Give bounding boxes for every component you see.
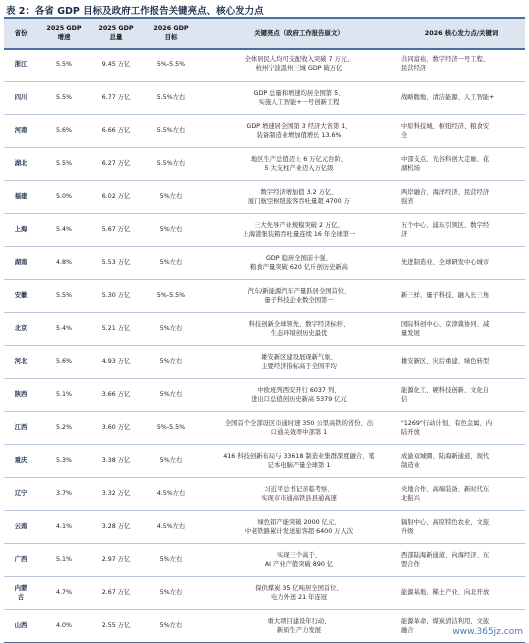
focus-cell: 央地合作、高端装备、新时代东 北振兴 — [398, 477, 525, 510]
focus-cell: 战略腹地、清洁能源、人工智能+ — [398, 81, 525, 114]
growth-cell: 5.5% — [38, 81, 90, 114]
province-cell: 上海 — [4, 213, 38, 246]
growth-cell: 4.1% — [38, 510, 90, 543]
table-row — [4, 345, 525, 378]
province-cell: 山西 — [4, 609, 38, 642]
highlight-cell: 三大先导产业规模突破 2 万亿、 上海港集装箱吞吐量连续 16 年全球第一 — [200, 213, 398, 246]
total-cell: 6.27 万亿 — [90, 147, 142, 180]
table-row — [4, 444, 525, 477]
province-cell: 云南 — [4, 510, 38, 543]
total-cell: 5.21 万亿 — [90, 312, 142, 345]
highlight-cell: 实现三个高于、 AI 产业产值突破 890 亿 — [200, 543, 398, 576]
header-rule — [4, 48, 525, 50]
header-row — [4, 18, 525, 48]
highlight-cell: GDP 增速居全国第 3 经济大省第 1、 装备制造业增加值增长 13.6% — [200, 114, 398, 147]
focus-cell: 中部支点、光谷科创大走廊、花 湖机场 — [398, 147, 525, 180]
table-row — [4, 213, 525, 246]
growth-cell: 5.5% — [38, 48, 90, 81]
growth-cell: 5.1% — [38, 378, 90, 411]
focus-cell: 先进制造业、全球研发中心城市 — [398, 246, 525, 279]
growth-cell: 5.4% — [38, 312, 90, 345]
target-cell: 4.5%左右 — [142, 510, 200, 543]
table-body — [4, 48, 525, 642]
highlight-cell: 科技创新全球领先、数字经济标杆、 生态环境创历史最优 — [200, 312, 398, 345]
focus-cell: 共同富裕、数字经济一号工程、 民营经济 — [398, 48, 525, 81]
province-cell: 北京 — [4, 312, 38, 345]
target-cell: 5%-5.5% — [142, 279, 200, 312]
table-row — [4, 510, 525, 543]
table-row — [4, 180, 525, 213]
highlight-cell: 保供煤炭 35 亿吨居全国首位、 电力外送 21 年连冠 — [200, 576, 398, 609]
focus-cell: 能源基地、稀土产业、向北开放 — [398, 576, 525, 609]
table-row — [4, 378, 525, 411]
target-cell: 5%左右 — [142, 576, 200, 609]
province-cell: 广西 — [4, 543, 38, 576]
table-row — [4, 609, 525, 642]
province-cell: 安徽 — [4, 279, 38, 312]
growth-cell: 3.7% — [38, 477, 90, 510]
total-cell: 3.38 万亿 — [90, 444, 142, 477]
highlight-cell: GDP 总量和增速均居全国第 5、 实施人工智能+一号创新工程 — [200, 81, 398, 114]
focus-cell: "1269"行动计划、有色金属、内 陆开放 — [398, 411, 525, 444]
target-cell: 5%左右 — [142, 213, 200, 246]
table-row — [4, 576, 525, 609]
highlight-cell: 重大项目建设年行动、 新质生产力发展 — [200, 609, 398, 642]
growth-cell: 5.6% — [38, 114, 90, 147]
focus-cell: 能源化工、硬科技创新、文化自 信 — [398, 378, 525, 411]
header-focus: 2026 核心发力点/关键词 — [424, 28, 499, 37]
total-cell: 3.28 万亿 — [90, 510, 142, 543]
target-cell: 5.5%左右 — [142, 147, 200, 180]
target-cell: 5%左右 — [142, 543, 200, 576]
table-row — [4, 279, 525, 312]
target-cell: 5%左右 — [142, 246, 200, 279]
province-cell: 河南 — [4, 114, 38, 147]
province-cell: 辽宁 — [4, 477, 38, 510]
growth-cell: 5.5% — [38, 147, 90, 180]
growth-cell: 5.2% — [38, 411, 90, 444]
province-cell: 陕西 — [4, 378, 38, 411]
growth-cell: 5.1% — [38, 543, 90, 576]
total-cell: 3.66 万亿 — [90, 378, 142, 411]
focus-cell: 辐射中心、高原特色农业、文旅 升级 — [398, 510, 525, 543]
header-target-2026: 2026 GDP 目标 — [153, 24, 189, 41]
total-cell: 9.45 万亿 — [90, 48, 142, 81]
total-cell: 3.32 万亿 — [90, 477, 142, 510]
target-cell: 5%左右 — [142, 378, 200, 411]
growth-cell: 4.8% — [38, 246, 90, 279]
focus-cell: 西部陆海新通道、向海经济、东 盟合作 — [398, 543, 525, 576]
highlight-cell: 全国首个全部设区市通时速 350 公里高铁的省份、出 口通关效率中部第 1 — [200, 411, 398, 444]
province-cell: 重庆 — [4, 444, 38, 477]
header-total-2025: 2025 GDP 总量 — [98, 24, 134, 41]
table-row — [4, 114, 525, 147]
focus-cell: 两岸融合、海洋经济、民营经济 强省 — [398, 180, 525, 213]
total-cell: 2.67 万亿 — [90, 576, 142, 609]
table-row — [4, 312, 525, 345]
growth-cell: 5.0% — [38, 180, 90, 213]
header-province: 省份 — [14, 28, 28, 37]
total-cell: 5.53 万亿 — [90, 246, 142, 279]
highlight-cell: 全体居民人均可支配收入突破 7 万元、 杭州宁波温州三城 GDP 破万亿 — [200, 48, 398, 81]
table-title: 表 2：各省 GDP 目标及政府工作报告关键亮点、核心发力点 — [6, 6, 264, 17]
focus-cell: 能源革命、煤炭清洁利用、文旅 融合 — [398, 609, 525, 642]
highlight-cell: GDP 稳居全国前十强、 粮食产量突破 620 亿斤创历史新高 — [200, 246, 398, 279]
total-cell: 2.97 万亿 — [90, 543, 142, 576]
province-cell: 内蒙 古 — [4, 576, 38, 609]
target-cell: 5%左右 — [142, 180, 200, 213]
highlight-cell: 地区生产总值迈上 6 万亿元台阶、 5 大支柱产业迈入万亿级 — [200, 147, 398, 180]
table-row — [4, 543, 525, 576]
province-cell: 河北 — [4, 345, 38, 378]
province-cell: 江西 — [4, 411, 38, 444]
target-cell: 5.5%左右 — [142, 81, 200, 114]
focus-cell: 中原科技城、枢纽经济、粮食安 全 — [398, 114, 525, 147]
header-highlights: 关键亮点（政府工作报告原文） — [254, 28, 344, 37]
highlight-cell: 数字经济增加值 3.2 万亿、 厦门航空枢纽旅客吞吐量超 4700 万 — [200, 180, 398, 213]
target-cell: 4.5%左右 — [142, 477, 200, 510]
province-cell: 福建 — [4, 180, 38, 213]
total-cell: 6.77 万亿 — [90, 81, 142, 114]
target-cell: 5%左右 — [142, 312, 200, 345]
total-cell: 3.60 万亿 — [90, 411, 142, 444]
highlight-cell: 雄安新区建设展现新气象、 主要经济指标高于全国平均 — [200, 345, 398, 378]
header-growth-2025: 2025 GDP 增速 — [46, 24, 82, 41]
target-cell: 5%-5.5% — [142, 48, 200, 81]
target-cell: 5%左右 — [142, 444, 200, 477]
highlight-cell: 绿色铝产能突破 2000 亿元、 中老铁路累计发送旅客超 6400 万人次 — [200, 510, 398, 543]
province-cell: 四川 — [4, 81, 38, 114]
target-cell: 5%左右 — [142, 609, 200, 642]
growth-cell: 5.6% — [38, 345, 90, 378]
highlight-cell: 汽车/新能源汽车产量跃居全国首位、 量子科技企业数全国第一 — [200, 279, 398, 312]
target-cell: 5%-5.5% — [142, 411, 200, 444]
total-cell: 4.93 万亿 — [90, 345, 142, 378]
target-cell: 5%左右 — [142, 345, 200, 378]
target-cell: 5.5%左右 — [142, 114, 200, 147]
growth-cell: 5.4% — [38, 213, 90, 246]
total-cell: 5.67 万亿 — [90, 213, 142, 246]
highlight-cell: 习近平总书记亲临考察、 实现市市通高铁县县通高速 — [200, 477, 398, 510]
focus-cell: 成渝双城圈、陆海新通道、现代 制造业 — [398, 444, 525, 477]
focus-cell: 国际科创中心、京津冀协同、减 量发展 — [398, 312, 525, 345]
gdp-table — [4, 18, 525, 643]
focus-cell: 新三样、量子科技、融入长三角 — [398, 279, 525, 312]
total-cell: 6.02 万亿 — [90, 180, 142, 213]
total-cell: 6.66 万亿 — [90, 114, 142, 147]
table-row — [4, 81, 525, 114]
table-row — [4, 246, 525, 279]
province-cell: 湖北 — [4, 147, 38, 180]
highlight-cell: 中欧班列西安开行 6037 列、 进出口总值创历史新高 5379 亿元 — [200, 378, 398, 411]
growth-cell: 4.0% — [38, 609, 90, 642]
focus-cell: 五个中心、浦东引领区、数字经 济 — [398, 213, 525, 246]
total-cell: 5.30 万亿 — [90, 279, 142, 312]
province-cell: 浙江 — [4, 48, 38, 81]
table-row — [4, 477, 525, 510]
total-cell: 2.55 万亿 — [90, 609, 142, 642]
table-row — [4, 48, 525, 81]
table-row — [4, 147, 525, 180]
watermark: www.365jz.com — [452, 627, 523, 637]
province-cell: 湖南 — [4, 246, 38, 279]
growth-cell: 5.3% — [38, 444, 90, 477]
highlight-cell: 416 科技创新布局与 33618 制造业集群深度融合、笔 记本电脑产量全球第 1 — [200, 444, 398, 477]
growth-cell: 4.7% — [38, 576, 90, 609]
focus-cell: 雄安新区、灾后重建、绿色转型 — [398, 345, 525, 378]
growth-cell: 5.5% — [38, 279, 90, 312]
table-row — [4, 411, 525, 444]
